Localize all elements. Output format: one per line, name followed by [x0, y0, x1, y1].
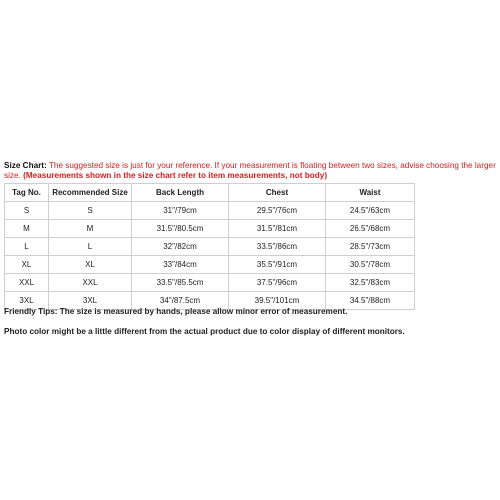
cell-recommended-size: XL: [49, 256, 132, 274]
measurement-note: (Measurements shown in the size chart refer to item measurements, not body): [23, 171, 328, 180]
table-header-row: [5, 184, 415, 202]
size-chart-intro: [4, 161, 498, 181]
header-back-length: Back Length: [132, 184, 229, 202]
table-row: [5, 220, 415, 238]
cell-chest: 39.5"/101cm: [229, 292, 326, 310]
cell-waist: 30.5"/78cm: [326, 256, 415, 274]
cell-waist: 24.5"/63cm: [326, 202, 415, 220]
cell-tag-no: 3XL: [5, 292, 49, 310]
cell-chest: 33.5"/86cm: [229, 238, 326, 256]
cell-back-length: 32"/82cm: [132, 238, 229, 256]
table-row: [5, 274, 415, 292]
size-table: [4, 183, 415, 310]
cell-back-length: 31.5"/80.5cm: [132, 220, 229, 238]
table-row: [5, 256, 415, 274]
cell-back-length: 33"/84cm: [132, 256, 229, 274]
cell-tag-no: XXL: [5, 274, 49, 292]
header-tag-no: Tag No.: [5, 184, 49, 202]
cell-back-length: 34"/87.5cm: [132, 292, 229, 310]
cell-waist: 26.5"/68cm: [326, 220, 415, 238]
cell-back-length: 33.5"/85.5cm: [132, 274, 229, 292]
cell-recommended-size: L: [49, 238, 132, 256]
size-chart-label: Size Chart:: [4, 161, 47, 170]
table-row: [5, 238, 415, 256]
photo-color-note: Photo color might be a little different from the actual product due to color display of different monitors.: [4, 327, 405, 336]
cell-waist: 28.5"/73cm: [326, 238, 415, 256]
cell-chest: 31.5"/81cm: [229, 220, 326, 238]
header-recommended-size: Recommended Size: [49, 184, 132, 202]
cell-recommended-size: XXL: [49, 274, 132, 292]
header-waist: Waist: [326, 184, 415, 202]
size-advice-text: The suggested size is just for your reference. If your measurement is floating between two sizes, advise choosing the larger size.: [4, 161, 496, 180]
cell-recommended-size: S: [49, 202, 132, 220]
cell-recommended-size: M: [49, 220, 132, 238]
cell-tag-no: XL: [5, 256, 49, 274]
cell-tag-no: M: [5, 220, 49, 238]
cell-tag-no: L: [5, 238, 49, 256]
size-chart-section: [4, 161, 498, 336]
cell-chest: 35.5"/91cm: [229, 256, 326, 274]
cell-chest: 29.5"/76cm: [229, 202, 326, 220]
cell-chest: 37.5"/96cm: [229, 274, 326, 292]
cell-waist: 32.5"/83cm: [326, 274, 415, 292]
cell-back-length: 31"/79cm: [132, 202, 229, 220]
header-chest: Chest: [229, 184, 326, 202]
table-row: [5, 202, 415, 220]
cell-waist: 34.5"/88cm: [326, 292, 415, 310]
friendly-tips: Friendly Tips: The size is measured by hands, please allow minor error of measurement.: [4, 307, 348, 316]
cell-recommended-size: 3XL: [49, 292, 132, 310]
cell-tag-no: S: [5, 202, 49, 220]
